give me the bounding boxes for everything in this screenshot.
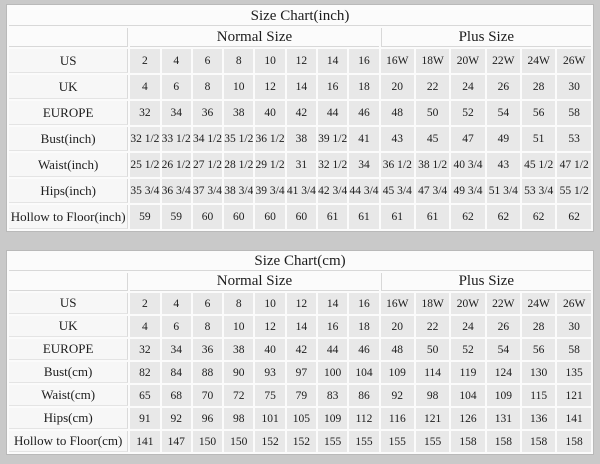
size-value-cell: 34: [162, 101, 191, 125]
size-value-cell: 47 1/2: [557, 153, 591, 177]
size-value-cell: 16W: [381, 293, 414, 314]
size-value-cell: 32: [130, 101, 159, 125]
size-value-cell: 150: [193, 431, 222, 452]
row-label: US: [9, 49, 128, 73]
size-value-cell: 18W: [416, 49, 449, 73]
size-value-cell: 10: [224, 316, 253, 337]
size-row: [9, 49, 591, 73]
size-value-cell: 109: [381, 362, 414, 383]
size-row: [9, 293, 591, 314]
size-value-cell: 131: [487, 408, 520, 429]
size-value-cell: 84: [162, 362, 191, 383]
size-value-cell: 38: [224, 101, 253, 125]
size-value-cell: 8: [224, 49, 253, 73]
size-value-cell: 47 3/4: [416, 179, 449, 203]
size-chart-inch-table: [6, 4, 594, 232]
size-value-cell: 54: [487, 101, 520, 125]
size-value-cell: 26W: [557, 49, 591, 73]
size-value-cell: 41 3/4: [287, 179, 316, 203]
row-label: Hips(inch): [9, 179, 128, 203]
size-row: [9, 362, 591, 383]
size-value-cell: 24: [451, 316, 484, 337]
size-value-cell: 14: [318, 293, 347, 314]
size-value-cell: 8: [193, 75, 222, 99]
size-value-cell: 121: [416, 408, 449, 429]
size-value-cell: 6: [162, 316, 191, 337]
size-row: [9, 179, 591, 203]
size-value-cell: 12: [255, 316, 284, 337]
size-value-cell: 26W: [557, 293, 591, 314]
size-value-cell: 60: [193, 205, 222, 229]
size-value-cell: 91: [130, 408, 159, 429]
size-value-cell: 22: [416, 75, 449, 99]
size-value-cell: 33 1/2: [162, 127, 191, 151]
normal-size-header: Normal Size: [130, 28, 378, 47]
size-value-cell: 37 3/4: [193, 179, 222, 203]
size-value-cell: 34 1/2: [193, 127, 222, 151]
size-value-cell: 43: [487, 153, 520, 177]
size-value-cell: 6: [162, 75, 191, 99]
size-value-cell: 98: [416, 385, 449, 406]
size-value-cell: 60: [224, 205, 253, 229]
size-value-cell: 28: [522, 75, 555, 99]
table-title-inch: Size Chart(inch): [9, 7, 591, 26]
row-label: Bust(cm): [9, 362, 128, 383]
size-value-cell: 58: [557, 101, 591, 125]
size-value-cell: 4: [130, 316, 159, 337]
size-value-cell: 152: [287, 431, 316, 452]
size-value-cell: 6: [193, 49, 222, 73]
size-value-cell: 53 3/4: [522, 179, 555, 203]
size-row: [9, 75, 591, 99]
row-label: US: [9, 293, 128, 314]
corner-cell: [9, 28, 128, 47]
row-label: Waist(cm): [9, 385, 128, 406]
size-value-cell: 28: [522, 316, 555, 337]
size-chart-cm-table: [6, 250, 594, 455]
size-value-cell: 47: [451, 127, 484, 151]
row-label: Hollow to Floor(inch): [9, 205, 128, 229]
size-value-cell: 20W: [451, 49, 484, 73]
size-value-cell: 28 1/2: [224, 153, 253, 177]
size-value-cell: 158: [451, 431, 484, 452]
size-value-cell: 96: [193, 408, 222, 429]
size-value-cell: 155: [318, 431, 347, 452]
size-value-cell: 49: [487, 127, 520, 151]
size-value-cell: 112: [349, 408, 378, 429]
size-value-cell: 25 1/2: [130, 153, 159, 177]
size-value-cell: 116: [381, 408, 414, 429]
size-value-cell: 16: [349, 49, 378, 73]
size-value-cell: 82: [130, 362, 159, 383]
row-label: Hollow to Floor(cm): [9, 431, 128, 452]
size-value-cell: 79: [287, 385, 316, 406]
size-value-cell: 135: [557, 362, 591, 383]
size-value-cell: 20W: [451, 293, 484, 314]
size-value-cell: 51 3/4: [487, 179, 520, 203]
size-value-cell: 152: [255, 431, 284, 452]
size-value-cell: 26: [487, 316, 520, 337]
size-value-cell: 36 1/2: [255, 127, 284, 151]
size-value-cell: 141: [130, 431, 159, 452]
size-value-cell: 45: [416, 127, 449, 151]
size-value-cell: 136: [522, 408, 555, 429]
normal-size-header: Normal Size: [130, 273, 378, 291]
size-value-cell: 43: [381, 127, 414, 151]
size-value-cell: 48: [381, 339, 414, 360]
size-value-cell: 39 1/2: [318, 127, 347, 151]
size-value-cell: 93: [255, 362, 284, 383]
size-value-cell: 30: [557, 75, 591, 99]
size-value-cell: 42: [287, 101, 316, 125]
size-value-cell: 8: [193, 316, 222, 337]
size-value-cell: 14: [318, 49, 347, 73]
table-gap: [6, 232, 594, 250]
size-value-cell: 26 1/2: [162, 153, 191, 177]
size-value-cell: 22W: [487, 49, 520, 73]
size-value-cell: 158: [522, 431, 555, 452]
size-value-cell: 70: [193, 385, 222, 406]
row-label: UK: [9, 75, 128, 99]
size-value-cell: 56: [522, 339, 555, 360]
size-value-cell: 4: [162, 49, 191, 73]
size-value-cell: 155: [349, 431, 378, 452]
size-value-cell: 14: [287, 75, 316, 99]
size-row: [9, 408, 591, 429]
size-value-cell: 58: [557, 339, 591, 360]
size-value-cell: 126: [451, 408, 484, 429]
size-value-cell: 158: [487, 431, 520, 452]
size-value-cell: 29 1/2: [255, 153, 284, 177]
size-value-cell: 44: [318, 101, 347, 125]
size-value-cell: 62: [522, 205, 555, 229]
size-value-cell: 44: [318, 339, 347, 360]
size-value-cell: 101: [255, 408, 284, 429]
size-value-cell: 92: [381, 385, 414, 406]
size-value-cell: 32: [130, 339, 159, 360]
size-value-cell: 39 3/4: [255, 179, 284, 203]
size-value-cell: 105: [287, 408, 316, 429]
size-value-cell: 119: [451, 362, 484, 383]
size-value-cell: 52: [451, 339, 484, 360]
size-value-cell: 124: [487, 362, 520, 383]
size-value-cell: 20: [381, 75, 414, 99]
size-value-cell: 38: [287, 127, 316, 151]
size-value-cell: 55 1/2: [557, 179, 591, 203]
size-value-cell: 90: [224, 362, 253, 383]
size-value-cell: 32 1/2: [318, 153, 347, 177]
size-value-cell: 26: [487, 75, 520, 99]
size-value-cell: 61: [416, 205, 449, 229]
size-value-cell: 10: [224, 75, 253, 99]
size-value-cell: 92: [162, 408, 191, 429]
size-value-cell: 147: [162, 431, 191, 452]
size-value-cell: 42: [287, 339, 316, 360]
size-value-cell: 60: [287, 205, 316, 229]
size-value-cell: 115: [522, 385, 555, 406]
size-value-cell: 18W: [416, 293, 449, 314]
size-value-cell: 56: [522, 101, 555, 125]
size-value-cell: 22W: [487, 293, 520, 314]
size-row: [9, 127, 591, 151]
inch-table-body: [9, 49, 591, 229]
size-value-cell: 46: [349, 101, 378, 125]
size-value-cell: 16: [318, 75, 347, 99]
size-value-cell: 61: [381, 205, 414, 229]
size-value-cell: 18: [349, 75, 378, 99]
size-value-cell: 40: [255, 101, 284, 125]
size-value-cell: 24W: [522, 49, 555, 73]
cm-table-body: [9, 293, 591, 452]
size-value-cell: 100: [318, 362, 347, 383]
size-value-cell: 59: [130, 205, 159, 229]
size-value-cell: 16: [318, 316, 347, 337]
size-value-cell: 24: [451, 75, 484, 99]
row-label: EUROPE: [9, 101, 128, 125]
size-value-cell: 27 1/2: [193, 153, 222, 177]
size-value-cell: 61: [349, 205, 378, 229]
size-row: [9, 431, 591, 452]
size-value-cell: 10: [255, 293, 284, 314]
size-value-cell: 50: [416, 339, 449, 360]
size-value-cell: 30: [557, 316, 591, 337]
size-value-cell: 158: [557, 431, 591, 452]
size-value-cell: 59: [162, 205, 191, 229]
size-value-cell: 2: [130, 293, 159, 314]
table-title-cm: Size Chart(cm): [9, 253, 591, 271]
size-value-cell: 62: [557, 205, 591, 229]
size-value-cell: 16: [349, 293, 378, 314]
size-row: [9, 101, 591, 125]
row-label: UK: [9, 316, 128, 337]
plus-size-header: Plus Size: [381, 28, 591, 47]
size-value-cell: 104: [349, 362, 378, 383]
size-value-cell: 51: [522, 127, 555, 151]
row-label: Hips(cm): [9, 408, 128, 429]
size-row: [9, 153, 591, 177]
size-value-cell: 36: [193, 339, 222, 360]
size-value-cell: 65: [130, 385, 159, 406]
row-label: EUROPE: [9, 339, 128, 360]
size-value-cell: 36 1/2: [381, 153, 414, 177]
size-value-cell: 20: [381, 316, 414, 337]
size-value-cell: 83: [318, 385, 347, 406]
size-value-cell: 12: [287, 293, 316, 314]
size-value-cell: 155: [416, 431, 449, 452]
row-label: Waist(inch): [9, 153, 128, 177]
size-value-cell: 46: [349, 339, 378, 360]
size-row: [9, 205, 591, 229]
size-value-cell: 104: [451, 385, 484, 406]
size-value-cell: 24W: [522, 293, 555, 314]
size-value-cell: 61: [318, 205, 347, 229]
size-value-cell: 34: [162, 339, 191, 360]
size-value-cell: 109: [487, 385, 520, 406]
size-value-cell: 98: [224, 408, 253, 429]
size-value-cell: 35 1/2: [224, 127, 253, 151]
size-value-cell: 121: [557, 385, 591, 406]
size-value-cell: 72: [224, 385, 253, 406]
size-value-cell: 12: [287, 49, 316, 73]
size-value-cell: 32 1/2: [130, 127, 159, 151]
size-value-cell: 68: [162, 385, 191, 406]
size-value-cell: 54: [487, 339, 520, 360]
size-value-cell: 4: [130, 75, 159, 99]
size-value-cell: 40 3/4: [451, 153, 484, 177]
size-value-cell: 4: [162, 293, 191, 314]
size-value-cell: 38: [224, 339, 253, 360]
size-value-cell: 62: [451, 205, 484, 229]
size-value-cell: 40: [255, 339, 284, 360]
size-value-cell: 45 3/4: [381, 179, 414, 203]
size-value-cell: 38 1/2: [416, 153, 449, 177]
size-value-cell: 109: [318, 408, 347, 429]
size-value-cell: 62: [487, 205, 520, 229]
size-value-cell: 36: [193, 101, 222, 125]
size-value-cell: 155: [381, 431, 414, 452]
size-value-cell: 150: [224, 431, 253, 452]
size-value-cell: 114: [416, 362, 449, 383]
column-group-row: [9, 28, 591, 47]
size-value-cell: 130: [522, 362, 555, 383]
size-row: [9, 316, 591, 337]
table-title-row: [9, 7, 591, 26]
size-value-cell: 18: [349, 316, 378, 337]
corner-cell: [9, 273, 128, 291]
table-title-row: [9, 253, 591, 271]
size-value-cell: 6: [193, 293, 222, 314]
size-value-cell: 14: [287, 316, 316, 337]
size-value-cell: 60: [255, 205, 284, 229]
size-value-cell: 45 1/2: [522, 153, 555, 177]
plus-size-header: Plus Size: [381, 273, 591, 291]
size-value-cell: 10: [255, 49, 284, 73]
size-value-cell: 141: [557, 408, 591, 429]
size-value-cell: 34: [349, 153, 378, 177]
size-value-cell: 50: [416, 101, 449, 125]
size-value-cell: 38 3/4: [224, 179, 253, 203]
size-value-cell: 8: [224, 293, 253, 314]
size-value-cell: 97: [287, 362, 316, 383]
size-value-cell: 2: [130, 49, 159, 73]
size-value-cell: 36 3/4: [162, 179, 191, 203]
size-row: [9, 385, 591, 406]
size-value-cell: 22: [416, 316, 449, 337]
size-value-cell: 48: [381, 101, 414, 125]
size-value-cell: 16W: [381, 49, 414, 73]
size-value-cell: 49 3/4: [451, 179, 484, 203]
size-value-cell: 35 3/4: [130, 179, 159, 203]
size-value-cell: 42 3/4: [318, 179, 347, 203]
size-value-cell: 44 3/4: [349, 179, 378, 203]
size-value-cell: 41: [349, 127, 378, 151]
size-value-cell: 52: [451, 101, 484, 125]
size-value-cell: 12: [255, 75, 284, 99]
size-row: [9, 339, 591, 360]
size-value-cell: 86: [349, 385, 378, 406]
column-group-row: [9, 273, 591, 291]
size-value-cell: 53: [557, 127, 591, 151]
size-value-cell: 88: [193, 362, 222, 383]
size-value-cell: 31: [287, 153, 316, 177]
row-label: Bust(inch): [9, 127, 128, 151]
size-value-cell: 75: [255, 385, 284, 406]
